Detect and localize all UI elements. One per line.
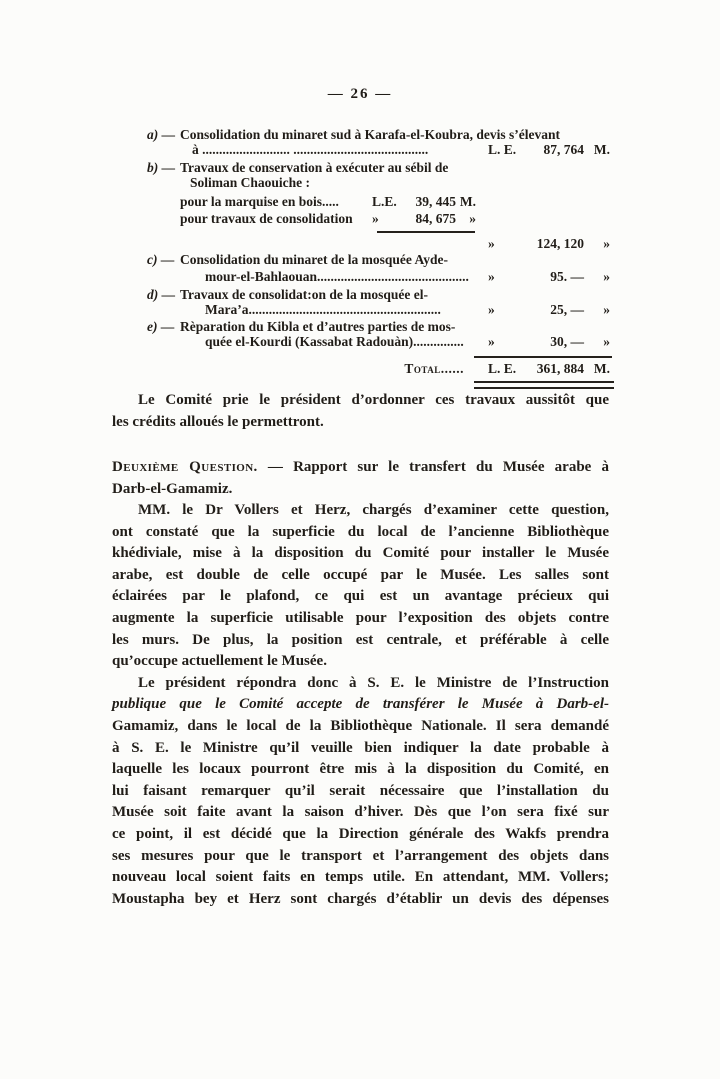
item-label: d) — (147, 287, 176, 302)
total-row (112, 361, 610, 376)
text-line: éclairées par le plafond, ce qui est un avantage précieux qui (112, 588, 609, 605)
amount-unit: » (603, 334, 610, 349)
amount: 30, — (550, 334, 584, 349)
table-subrow (180, 211, 476, 226)
amount: 25, — (550, 302, 584, 317)
item-text: pour la marquise en bois..... (180, 194, 339, 209)
table-row (112, 287, 610, 302)
page-number: — 26 — (327, 86, 393, 102)
paragraph (112, 500, 609, 910)
heading-rest: — Rapport sur le transfert du Musée arabe à (267, 459, 610, 475)
item-text: mour-el-Bahlaouan............................................. (205, 269, 469, 284)
text-line: Le président répondra donc à S. E. le Ministre de l’Instruction (138, 674, 609, 691)
currency: » (488, 269, 495, 284)
currency: » (488, 334, 495, 349)
table-row (112, 127, 610, 142)
item-label: e) — (147, 319, 175, 334)
currency: L. E. (488, 361, 517, 376)
item-text: Consolidation du minaret sud à Karafa-el-Koubra, devis s’élevant (180, 127, 561, 142)
item-text: Travaux de consolidat:on de la mosquée el- (180, 287, 429, 302)
table-row (112, 236, 610, 251)
table-row (112, 142, 610, 157)
currency: » (372, 211, 379, 226)
table-row (112, 302, 610, 317)
amount-unit: M. (593, 361, 610, 376)
amount-unit: » (603, 236, 610, 251)
amount: 39, 445 (415, 194, 456, 209)
amount: 87, 764 (543, 142, 584, 157)
currency: » (488, 302, 495, 317)
table-row (112, 319, 610, 334)
paragraph (112, 390, 609, 433)
heading-line (112, 457, 609, 479)
text-line: arabe, est double de celle occupé par le Musée. Les salles sont (112, 566, 609, 583)
item-label: c) — (147, 252, 175, 267)
text-line: publique que le Comité accepte de transférer le Musée à Darb-el- (112, 696, 609, 713)
table-row (112, 334, 610, 349)
amount-unit: » (603, 269, 610, 284)
amount: 95. — (550, 269, 584, 284)
text-line: les crédits alloués le permettront. (112, 413, 324, 430)
total-label: Total...... (404, 361, 464, 376)
text-line: ce point, il est décidé que la Direction générale des Wakfs prendra (112, 825, 609, 842)
item-label: b) — (147, 160, 176, 175)
amount-unit: » (603, 302, 610, 317)
table-row (112, 160, 610, 175)
table-row (112, 252, 610, 267)
text-line: qu’occupe actuellement le Musée. (112, 653, 327, 670)
text-line: laquelle les locaux pourront être mis à la disposition du Comité, en (112, 761, 609, 778)
text-line: ses mesures pour que le transport et l’arrangement des objets dans (112, 847, 609, 864)
text-line: ont constaté que la superficie du local de l’ancienne Bibliothèque (112, 523, 609, 540)
item-text: Consolidation du minaret de la mosquée Ayde- (180, 252, 449, 267)
amount: 124, 120 (536, 236, 584, 251)
total-double-rule (474, 381, 614, 389)
currency: L.E. (372, 194, 397, 209)
item-label: a) — (147, 127, 176, 142)
amount: 84, 675 (415, 211, 456, 226)
item-text: Soliman Chaouiche : (190, 175, 311, 190)
table-subrow (180, 194, 476, 209)
table-row (112, 175, 610, 190)
item-text: Rèparation du Kibla et d’autres parties de mos- (180, 319, 456, 334)
amount-unit: M. (593, 142, 610, 157)
amount: 361, 884 (536, 361, 584, 376)
heading-line: Darb-el-Gamamiz. (112, 480, 233, 497)
text-line: Gamamiz, dans le local de la Bibliothèque Nationale. Il sera demandé (112, 717, 609, 734)
heading-smallcaps: Deuxième Question. (112, 459, 258, 475)
text-line: Moustapha bey et Herz sont chargés d’établir un devis des dépenses (112, 890, 609, 907)
amount-unit: » (469, 211, 476, 226)
text-line: augmente la superficie utilisable pour l’exposition des objets contre (112, 609, 609, 626)
item-text: Travaux de conservation à exécuter au sébil de (180, 160, 449, 175)
table-row (112, 269, 610, 284)
text-line: MM. le Dr Vollers et Herz, chargés d’examiner cette question, (138, 502, 609, 518)
item-text: à .......................... ........................................ (192, 142, 429, 157)
amount-unit: M. (459, 194, 476, 209)
item-text: pour travaux de consolidation (180, 211, 353, 226)
text-line: khédiviale, mise à la disposition du Comité pour installer le Musée (112, 545, 609, 562)
text-line: à S. E. le Ministre qu’il veuille bien indiquer la date probable à (112, 739, 609, 756)
currency: L. E. (488, 142, 517, 157)
item-text: Mara’a......................................................... (205, 302, 441, 317)
text-line: lui faisant remarquer qu’il serait nécessaire que l’installation du (112, 782, 609, 799)
total-rule (474, 356, 612, 358)
subtotal-rule (377, 231, 475, 233)
question-heading (112, 457, 609, 500)
expense-table (112, 127, 610, 389)
text-line: les murs. De plus, la position est centrale, et préférable à celle (112, 631, 609, 648)
text-line: Musée soit faite avant la saison d’hiver. Dès que l’on sera fixé sur (112, 804, 609, 821)
currency: » (488, 236, 495, 251)
item-text: quée el-Kourdi (Kassabat Radouàn)............... (205, 334, 464, 349)
text-line: Le Comité prie le président d’ordonner ces travaux aussitôt que (138, 392, 609, 408)
text-line: nouveau local soient faits en temps utile. En attendant, MM. Vollers; (112, 869, 609, 886)
